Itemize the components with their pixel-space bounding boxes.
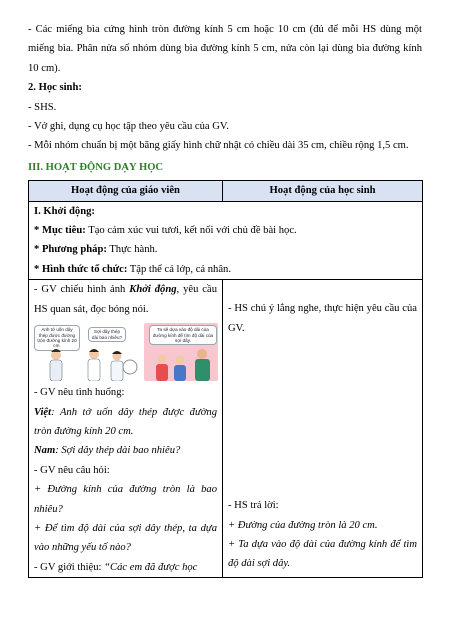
hs-response-1: - HS chú ý lắng nghe, thực hiện yêu cầu của GV. xyxy=(228,303,417,334)
viet-text: : Anh tớ uốn dây thép được đường tròn đường kính 20 cm. xyxy=(34,406,217,437)
khoi-dong-row xyxy=(29,201,423,280)
gv-instruction-1 xyxy=(34,280,217,319)
muc-tieu-line xyxy=(34,221,417,240)
phuong-phap-label: * Phương pháp: xyxy=(34,244,107,256)
gv-4-quote: “Các em đã được học xyxy=(104,561,198,573)
nam-text: : Sợi dây thép dài bao nhiêu? xyxy=(55,445,181,457)
speech-bubble-viet: Anh tớ uốn dây thép được đường tròn đường kính 20 cm. xyxy=(34,325,80,351)
speech-bubble-teacher: Ta sẽ dựa vào độ dài của đường kính để tìm độ dài của sợi dây. xyxy=(149,325,217,345)
phuong-phap-line xyxy=(34,240,417,259)
speech-bubble-nam: Sợi dây thép dài bao nhiêu? xyxy=(88,327,126,342)
khoi-dong-cell xyxy=(29,201,423,280)
khoi-dong-emphasis: Khởi động xyxy=(129,284,177,296)
question-1: + Đường kính của đường tròn là bao nhiêu? xyxy=(34,484,217,515)
document-page xyxy=(28,20,422,578)
teacher-activity-cell xyxy=(29,280,223,578)
materials-paragraph: - Các miếng bìa cứng hình tròn đường kính 5 cm hoặc 10 cm (đủ để mỗi HS dùng một miếng bìa. Phân nửa số nhóm dùng bìa đường kính 5 cm, nửa còn lại dùng bìa đường kính 10 cm). xyxy=(28,24,422,74)
viet-line xyxy=(34,403,217,442)
khoi-dong-heading: I. Khởi động: xyxy=(34,205,95,217)
question-2: + Để tìm độ dài của sợi dây thép, ta dựa vào những yếu tố nào? xyxy=(34,522,217,554)
teacher-column-header: Hoạt động của giáo viên xyxy=(29,181,223,201)
muc-tieu-label: * Mục tiêu: xyxy=(34,225,86,237)
viet-label: Việt xyxy=(34,406,52,418)
answer-2: + Ta dựa vào độ dài của đường kính để tìm độ dài sợi dây. xyxy=(228,538,417,570)
hoc-sinh-item: - Mỗi nhóm chuẩn bị một băng giấy hình chữ nhật có chiều dài 35 cm, chiều rộng 1,5 cm. xyxy=(28,140,409,152)
hinh-thuc-line xyxy=(34,260,417,279)
hoc-sinh-item: - SHS. xyxy=(28,101,57,113)
phuong-phap-text: Thực hành. xyxy=(106,244,158,256)
activity-table xyxy=(28,180,423,578)
student-activity-cell xyxy=(223,280,423,578)
gv-instruction-3: - GV nêu câu hỏi: xyxy=(34,464,110,476)
gv-instruction-4 xyxy=(34,558,217,577)
gv-4-text: - GV giới thiệu: xyxy=(34,561,105,573)
gv-instruction-2: - GV nêu tình huống: xyxy=(34,387,125,399)
hs-response-2: - HS trả lời: xyxy=(228,500,279,512)
table-header-row xyxy=(29,181,423,201)
answer-1: + Đường của đường tròn là 20 cm. xyxy=(228,519,378,531)
muc-tieu-text: Tạo cảm xúc vui tươi, kết nối với chủ đề bài học. xyxy=(85,225,297,237)
nam-line xyxy=(34,441,217,460)
activity-row xyxy=(29,280,423,578)
gv-1-text: - GV chiếu hình ảnh xyxy=(34,284,130,296)
hoc-sinh-heading: 2. Học sinh: xyxy=(28,82,82,94)
section-title: III. HOẠT ĐỘNG DẠY HỌC xyxy=(28,161,164,173)
hinh-thuc-label: * Hình thức tổ chức: xyxy=(34,263,128,275)
hinh-thuc-text: Tập thể cả lớp, cá nhân. xyxy=(127,263,231,275)
nam-label: Nam xyxy=(34,445,56,457)
khoi-dong-illustration xyxy=(34,323,218,381)
hoc-sinh-item: - Vở ghi, dụng cụ học tập theo yêu cầu của GV. xyxy=(28,121,229,133)
student-column-header: Hoạt động của học sinh xyxy=(223,181,423,201)
gv-1-text-end: , yêu cầu HS quan sát, đọc bóng nói. xyxy=(34,284,217,315)
children-figures-icon xyxy=(34,323,218,381)
